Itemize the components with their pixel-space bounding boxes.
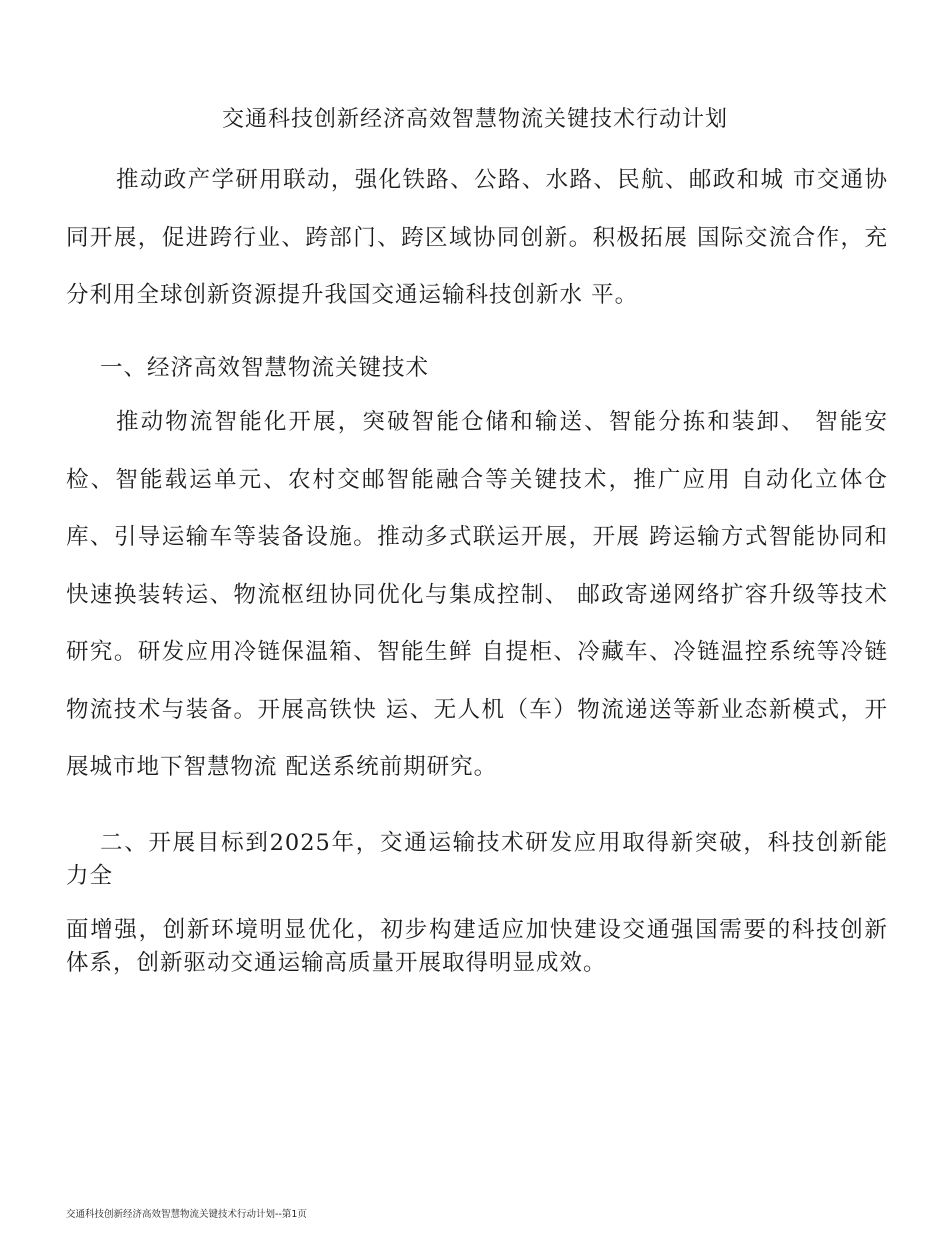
document-title: 交通科技创新经济高效智慧物流关键技术行动计划	[221, 107, 728, 132]
intro-paragraph: 推动政产学研用联动，强化铁路、公路、水路、民航、邮政和城 市交通协同开展，促进跨行业、跨部门、跨区域协同创新。积极拓展 国际交流合作，充分利用全球创新资源提升我国交通运输科技创新水 平。	[66, 167, 888, 308]
page-footer: 交通科技创新经济高效智慧物流关键技术行动计划--第1页	[66, 1209, 307, 1220]
section-2-paragraph: 面增强，创新环境明显优化，初步构建适应加快建设交通强国需要的科技创新体系，创新驱动交通运输高质量开展取得明显成效。	[66, 917, 888, 976]
section-1-heading: 一、经济高效智慧物流关键技术	[100, 355, 430, 381]
section-2-heading: 二、开展目标到2025年，交通运输技术研发应用取得新突破，科技创新能力全	[66, 830, 888, 889]
section-1-paragraph: 推动物流智能化开展，突破智能仓储和输送、智能分拣和装卸、 智能安检、智能载运单元、农村交邮智能融合等关键技术，推广应用 自动化立体仓库、引导运输车等装备设施。推动多式联运开展，开展 跨运输方式智能协同和快速换装转运、物流枢纽协同优化与集成控制、 邮政寄递网络扩容升级等技术研究。研发应用冷链保温箱、智能生鲜 自提柜、冷藏车、冷链温控系统等冷链物流技术与装备。开展高铁快 运、无人机（车）物流递送等新业态新模式，开展城市地下智慧物流 配送系统前期研究。	[66, 409, 888, 780]
